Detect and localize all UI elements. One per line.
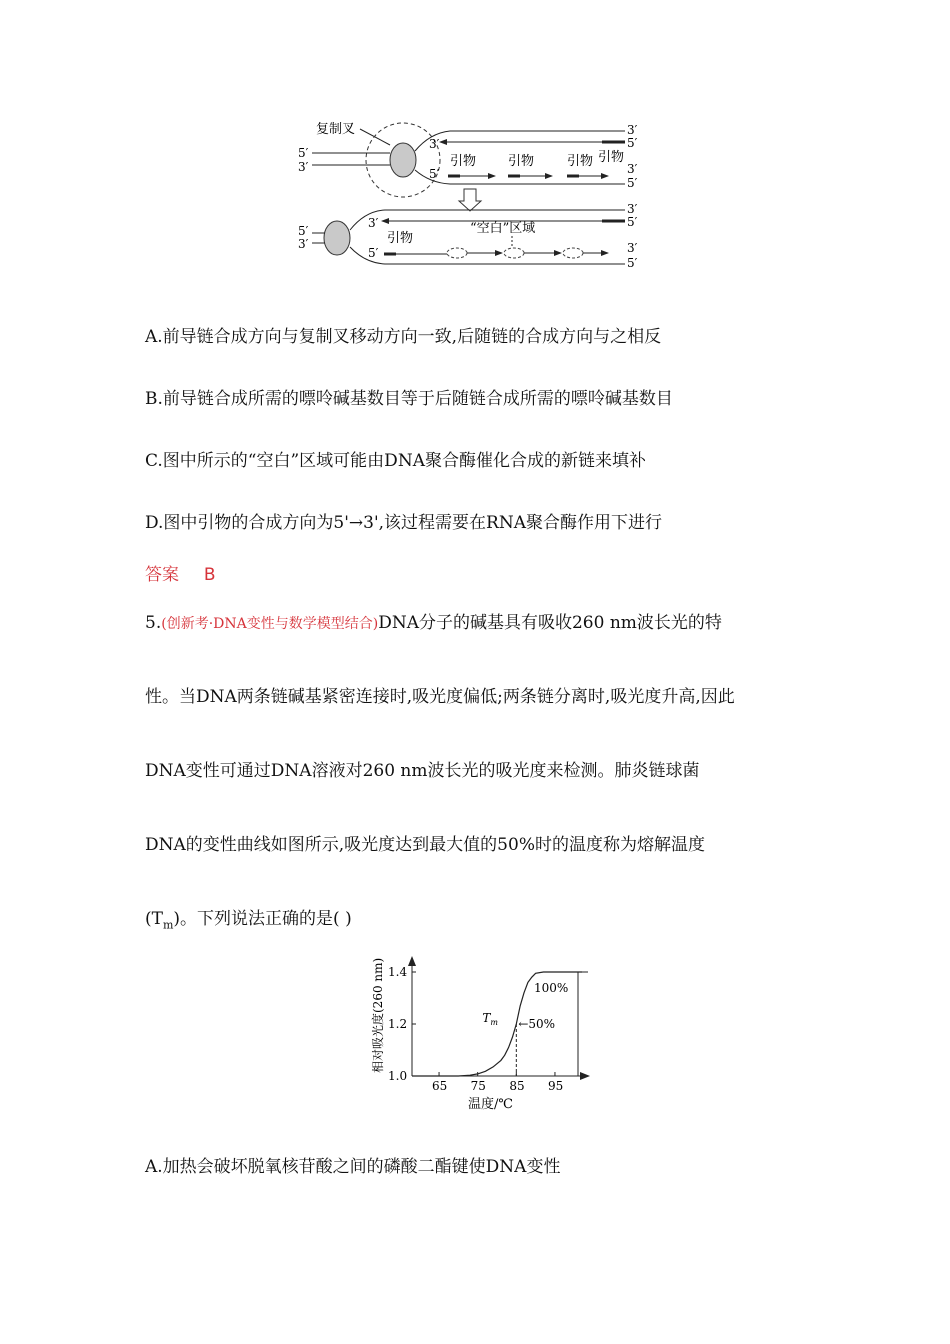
- question-stem-end: )。下列说法正确的是( ): [173, 909, 352, 929]
- q5-line4: DNA的变性曲线如图所示,吸光度达到最大值的50%时的温度称为熔解温度: [145, 835, 705, 855]
- tm-subscript: m: [162, 918, 174, 932]
- gap-ellipse: [563, 248, 583, 258]
- y-axis-label: 相对吸光度(260 nm): [371, 957, 385, 1073]
- answer-line: [145, 560, 215, 585]
- end-label: 3′: [298, 160, 309, 174]
- q5-line3: DNA变性可通过DNA溶液对260 nm波长光的吸光度来检测。肺炎链球菌: [145, 761, 700, 781]
- y-axis-arrow: [408, 956, 416, 966]
- tm-prefix: (T: [145, 909, 163, 929]
- end-label: 5′: [627, 176, 638, 190]
- end-label: 5′: [627, 215, 638, 229]
- end-label: 3′: [368, 216, 379, 230]
- end-label: 5′: [429, 167, 440, 181]
- primer-label: 引物: [598, 150, 625, 165]
- end-label: 3′: [627, 202, 638, 216]
- tm-label-main: T: [482, 1011, 491, 1025]
- helicase-ellipse: [324, 221, 350, 255]
- q5-line1: [145, 608, 722, 633]
- replication-fork-diagram: [290, 115, 650, 275]
- answer-value: B: [203, 565, 216, 585]
- y-tick-label: 1.0: [388, 1069, 408, 1083]
- option-b: B.前导链合成所需的嘌呤碱基数目等于后随链合成所需的嘌呤碱基数目: [145, 389, 673, 409]
- question-tag: (创新考·DNA变性与数学模型结合): [161, 616, 379, 632]
- x-tick-label: 95: [547, 1079, 564, 1093]
- label-50-percent: ←50%: [518, 1017, 556, 1031]
- gap-label: “空白”区域: [470, 221, 536, 236]
- gap-ellipse: [504, 248, 524, 258]
- end-label: 3′: [298, 237, 309, 251]
- end-label: 3′: [627, 123, 638, 137]
- gap-ellipse: [447, 248, 467, 258]
- end-label: 5′: [368, 246, 379, 260]
- option-a: A.前导链合成方向与复制叉移动方向一致,后随链的合成方向与之相反: [145, 327, 662, 347]
- option-c: C.图中所示的“空白”区域可能由DNA聚合酶催化合成的新链来填补: [145, 451, 646, 471]
- x-tick-label: 75: [470, 1079, 486, 1093]
- tm-label-sub: m: [490, 1018, 498, 1027]
- end-label: 3′: [627, 241, 638, 255]
- question-number: 5.: [145, 613, 162, 633]
- q5-option-a: A.加热会破坏脱氧核苷酸之间的磷酸二酯键使DNA变性: [145, 1157, 561, 1177]
- primer-label: 引物: [567, 154, 594, 169]
- q5-line2: 性。当DNA两条链碱基紧密连接时,吸光度偏低;两条链分离时,吸光度升高,因此: [145, 687, 735, 707]
- helicase-ellipse: [390, 143, 416, 177]
- option-d: D.图中引物的合成方向为5'→3',该过程需要在RNA聚合酶作用下进行: [145, 513, 663, 533]
- q5-line5: [145, 904, 352, 931]
- answer-label: 答案: [145, 565, 179, 585]
- fork-label: 复制叉: [316, 122, 356, 137]
- end-label: 5′: [298, 146, 309, 160]
- question-text: DNA分子的碱基具有吸收260 nm波长光的特: [378, 613, 722, 633]
- primer-label: 引物: [508, 154, 535, 169]
- end-label: 3′: [429, 137, 440, 151]
- end-label: 5′: [627, 136, 638, 150]
- x-tick-label: 65: [432, 1079, 448, 1093]
- x-tick-label: 85: [509, 1079, 525, 1093]
- tm-label: [482, 1011, 498, 1027]
- melting-curve-chart: [360, 948, 600, 1113]
- end-label: 3′: [627, 162, 638, 176]
- primer-label: 引物: [450, 154, 477, 169]
- y-tick-label: 1.2: [388, 1017, 408, 1031]
- end-label: 5′: [627, 256, 638, 270]
- x-axis-label: 温度/℃: [468, 1097, 513, 1112]
- y-tick-label: 1.4: [388, 965, 408, 979]
- primer-label: 引物: [387, 231, 414, 246]
- end-label: 5′: [298, 224, 309, 238]
- label-100-percent: 100%: [534, 981, 569, 995]
- x-axis-arrow: [580, 1072, 590, 1080]
